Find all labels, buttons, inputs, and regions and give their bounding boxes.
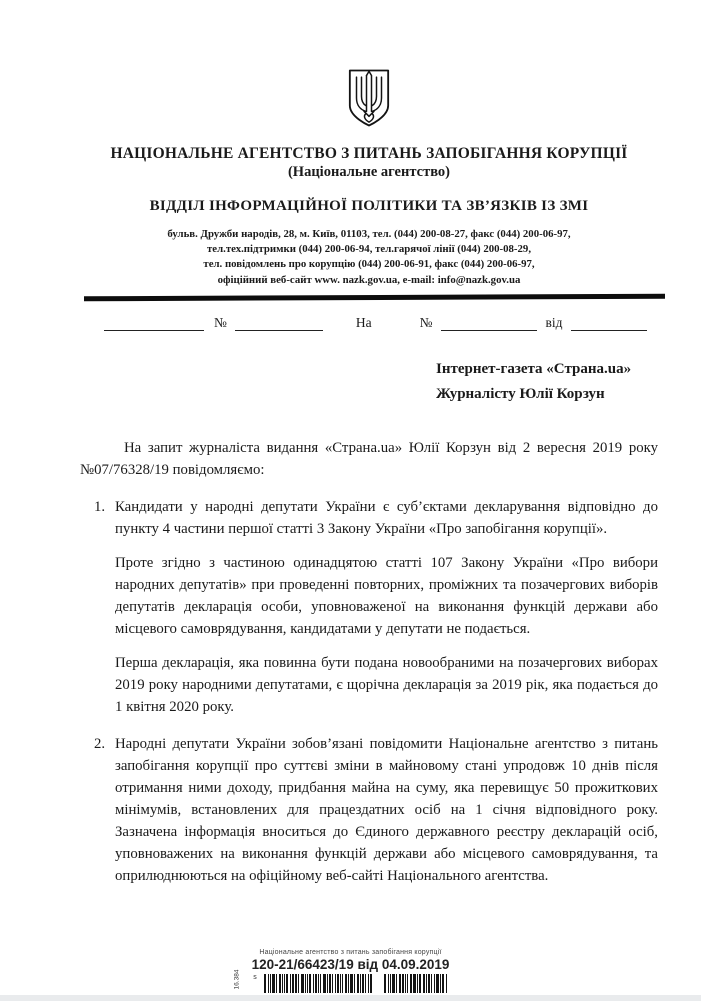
contact-line: офіційний веб-сайт www. nazk.gov.ua, e-mail: info@nazk.gov.ua	[217, 273, 521, 286]
stamp-agency-line: Національне агентство з питань запобігання корупції	[259, 949, 442, 956]
contact-line: тел. повідомлень про корупцію (044) 200-06-91, факс (044) 200-06-97,	[203, 258, 535, 271]
contact-line: бульв. Дружби народів, 28, м. Київ, 01103, тел. (044) 200-08-27, факс (044) 200-06-97,	[167, 228, 571, 240]
agency-short-name: (Національне агентство)	[287, 164, 451, 180]
list-item-paragraph: Кандидати у народні депутати України є суб’єктами декларування відповідно до пункту 4 частини першої статті 3 Закону України «Про запобігання корупції».	[115, 498, 658, 537]
stamp-side-text: 16.384	[233, 969, 241, 990]
agency-name: НАЦІОНАЛЬНЕ АГЕНТСТВО З ПИТАНЬ ЗАПОБІГАННЯ КОРУПЦІЇ	[110, 145, 628, 162]
barcode-row	[233, 969, 448, 993]
registration-stamp	[0, 949, 701, 993]
department-name: ВІДДІЛ ІНФОРМАЦІЙНОЇ ПОЛІТИКИ ТА ЗВ’ЯЗКІВ ІЗ ЗМІ	[149, 198, 589, 214]
stamp-registration-number: 120-21/66423/19 від 04.09.2019	[251, 957, 450, 972]
na-label: На	[355, 314, 372, 330]
list-item-paragraph: Проте згідно з частиною одинадцятою статті 107 Закону України «Про вибори народних депутатів» при проведенні повторних, проміжних та позачергових виборів депутатів декларація особи, уповноваженої на виконання функцій держави або місцевого самоврядування, кандидатами у депутати не подається.	[115, 554, 658, 637]
outgoing-number-blank	[235, 316, 323, 331]
letter-content	[80, 0, 658, 887]
incoming-number-blank	[441, 316, 537, 331]
outgoing-number-label: №	[214, 314, 227, 330]
vid-label: від	[545, 314, 563, 330]
recipient-person: Журналісту Юлії Корзун	[436, 385, 605, 402]
incoming-date-blank	[571, 316, 647, 331]
reference-line	[80, 315, 658, 331]
scan-edge-strip	[0, 995, 701, 1001]
date-blank	[104, 316, 204, 331]
trident-icon	[344, 63, 394, 133]
list-item-paragraph: Народні депутати України зобов’язані повідомити Національне агентство з питань запобігання корупції про суттєві зміни в майновому стані упродовж 10 днів після отримання ними доходу, придбання майна на суму, яка перевищує 50 прожиткових мінімумів, встановлених для працездатних осіб на 1 січня відповідного року. Зазначена інформація вноситься до Єдиного державного реєстру декларацій осіб, уповноважених на виконання функцій держави або місцевого самоврядування, та оприлюднюються на офіційному веб-сайті Національного агентства.	[115, 735, 658, 884]
list-item-2	[80, 733, 658, 887]
recipient-organization: Інтернет-газета «Страна.ua»	[436, 360, 632, 377]
recipient-block	[436, 357, 658, 407]
list-item-1	[80, 496, 658, 718]
header-divider	[84, 294, 665, 302]
list-item-number: 1.	[94, 498, 106, 515]
barcode	[264, 974, 448, 993]
list-item-number: 2.	[94, 735, 106, 752]
list-item-paragraph: Перша декларація, яка повинна бути подана новообраними на позачергових виборах 2019 року народними депутатами, є щорічна декларація за 2019 рік, яка подається до 1 квітня 2020 року.	[115, 654, 658, 715]
incoming-number-label: №	[419, 314, 433, 330]
contact-info	[80, 227, 658, 288]
contact-line: тел.тех.підтримки (044) 200-06-94, тел.гарячої лінії (044) 200-08-29,	[206, 243, 532, 256]
ukraine-trident-emblem	[80, 0, 658, 138]
stamp-small-mark: s	[253, 974, 257, 981]
intro-paragraph: На запит журналіста видання «Страна.ua» Юлії Корзун від 2 вересня 2019 року №07/76328/19 повідомляємо:	[80, 439, 658, 478]
